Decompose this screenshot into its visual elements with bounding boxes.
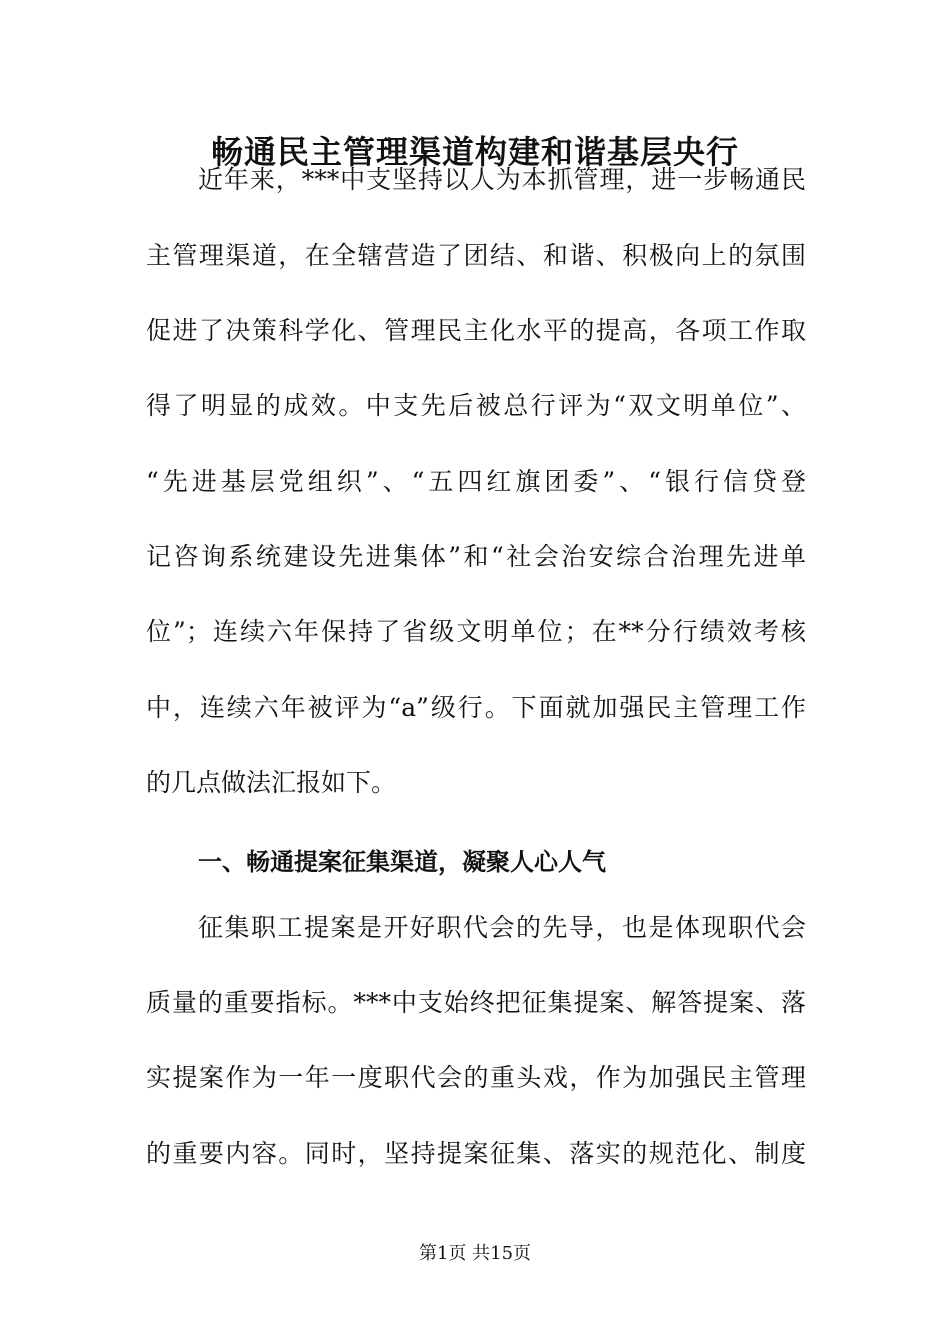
document-title: 畅通民主管理渠道构建和谐基层央行 [210,133,739,171]
paragraph-line: 的重要内容。同时，坚持提案征集、落实的规范化、制度 [146,1139,806,1168]
paragraph-line: 实提案作为一年一度职代会的重头戏，作为加强民主管理 [146,1063,806,1092]
paragraph-line: 近年来，***中支坚持以人为本抓管理，进一步畅通民 [198,165,806,194]
paragraph-line: 的几点做法汇报如下。 [146,768,397,797]
paragraph-line: “先进基层党组织”、“五四红旗团委”、“银行信贷登 [146,467,806,496]
paragraph-line: 征集职工提案是开好职代会的先导，也是体现职代会 [198,913,806,942]
paragraph-line: 位”；连续六年保持了省级文明单位；在**分行绩效考核 [146,617,806,646]
paragraph-line: 记咨询系统建设先进集体”和“社会治安综合治理先进单 [146,542,806,571]
paragraph-line: 得了明显的成效。中支先后被总行评为“双文明单位”、 [146,391,806,420]
paragraph-line: 主管理渠道，在全辖营造了团结、和谐、积极向上的氛围 [146,241,806,270]
paragraph-line: 质量的重要指标。***中支始终把征集提案、解答提案、落 [146,988,806,1017]
paragraph-line: 促进了决策科学化、管理民主化水平的提高，各项工作取 [146,316,806,345]
paragraph-line: 中，连续六年被评为“a”级行。下面就加强民主管理工作 [146,693,806,722]
section-heading: 一、畅通提案征集渠道，凝聚人心人气 [198,848,606,876]
page-number-footer: 第1页 共15页 [418,1243,532,1264]
